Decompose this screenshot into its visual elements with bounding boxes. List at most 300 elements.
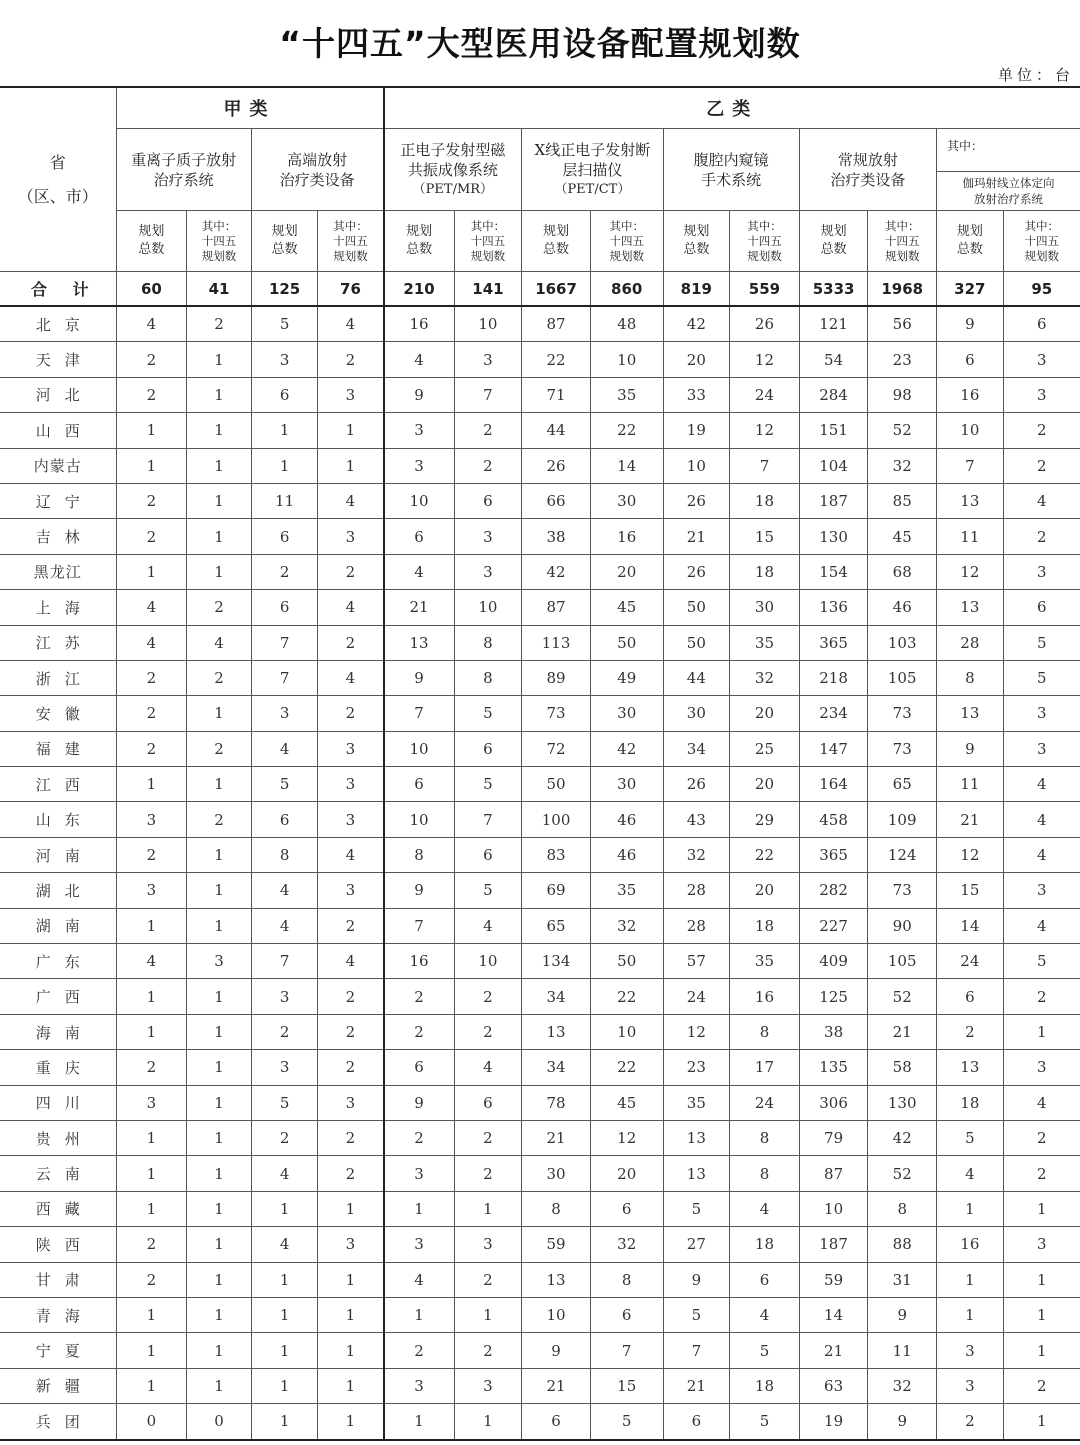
table-cell: 9 [937, 731, 1004, 766]
table-cell: 104 [799, 448, 868, 483]
province-name: 安徽 [0, 696, 116, 731]
gamma-line2: 放射治疗系统 [974, 192, 1044, 206]
table-cell: 16 [730, 979, 800, 1014]
table-cell: 1 [187, 837, 252, 872]
table-cell: 130 [799, 519, 868, 554]
table-cell: 6 [384, 519, 455, 554]
total-cell: 5333 [799, 272, 868, 307]
total-cell: 327 [937, 272, 1004, 307]
table-cell: 83 [522, 837, 591, 872]
table-cell: 135 [799, 1050, 868, 1085]
table-row [0, 413, 1080, 448]
table-cell: 3 [384, 1368, 455, 1403]
subheader-line: 总数 [406, 242, 433, 257]
table-cell: 49 [590, 660, 663, 695]
pet-ct-line3: （PET/CT） [554, 181, 631, 197]
table-cell: 34 [522, 1050, 591, 1085]
table-cell: 6 [251, 590, 318, 625]
table-cell: 26 [663, 554, 730, 589]
table-cell: 0 [187, 1404, 252, 1440]
table-cell: 3 [251, 696, 318, 731]
table-cell: 7 [590, 1333, 663, 1368]
table-cell: 21 [799, 1333, 868, 1368]
table-cell: 1 [187, 908, 252, 943]
table-cell: 5 [251, 767, 318, 802]
table-cell: 1 [937, 1262, 1004, 1297]
table-cell: 2 [187, 590, 252, 625]
table-cell: 1 [187, 1050, 252, 1085]
table-cell: 23 [868, 342, 937, 377]
table-cell: 20 [590, 1156, 663, 1191]
province-name: 江西 [0, 767, 116, 802]
pet-mr-line3: （PET/MR） [412, 181, 494, 197]
subheader-line: 十四五 [1024, 233, 1060, 248]
province-header [0, 87, 116, 272]
table-cell: 3 [116, 802, 187, 837]
table-cell: 18 [730, 1227, 800, 1262]
table-cell: 21 [384, 590, 455, 625]
table-cell: 72 [522, 731, 591, 766]
table-cell: 227 [799, 908, 868, 943]
table-cell: 4 [318, 837, 384, 872]
group-a-header: 甲类 [116, 87, 383, 129]
table-cell: 2 [116, 696, 187, 731]
table-cell: 4 [384, 554, 455, 589]
table-cell: 2 [454, 413, 522, 448]
table-cell: 59 [799, 1262, 868, 1297]
table-cell: 46 [868, 590, 937, 625]
laparoscopic-line1: 腹腔内窥镜 [693, 150, 769, 169]
table-cell: 20 [730, 767, 800, 802]
table-cell: 32 [868, 1368, 937, 1403]
table-cell: 14 [799, 1297, 868, 1332]
subheader-line: 总数 [271, 242, 298, 257]
table-cell: 1 [116, 767, 187, 802]
table-cell: 54 [799, 342, 868, 377]
table-cell: 1 [454, 1297, 522, 1332]
table-cell: 3 [318, 519, 384, 554]
table-cell: 4 [251, 1156, 318, 1191]
table-cell: 10 [799, 1191, 868, 1226]
table-cell: 7 [251, 625, 318, 660]
table-row [0, 1085, 1080, 1120]
gamma-line1: 伽玛射线立体定向 [962, 176, 1055, 190]
table-cell: 3 [384, 1227, 455, 1262]
table-cell: 2 [318, 554, 384, 589]
table-cell: 35 [663, 1085, 730, 1120]
table-cell: 8 [384, 837, 455, 872]
table-row [0, 1014, 1080, 1049]
province-name: 山东 [0, 802, 116, 837]
table-cell: 9 [384, 873, 455, 908]
table-cell: 2 [116, 1050, 187, 1085]
table-cell: 2 [454, 979, 522, 1014]
table-row [0, 696, 1080, 731]
table-cell: 1 [318, 1297, 384, 1332]
table-row [0, 767, 1080, 802]
table-row [0, 342, 1080, 377]
subheader-line: 十四五 [747, 233, 782, 248]
table-cell: 154 [799, 554, 868, 589]
table-cell: 13 [522, 1014, 591, 1049]
table-cell: 1 [1003, 1014, 1080, 1049]
subheader-line: 规划 [138, 224, 165, 239]
table-row [0, 1262, 1080, 1297]
table-row [0, 590, 1080, 625]
table-cell: 9 [522, 1333, 591, 1368]
subheader-planned-total [116, 211, 187, 272]
table-cell: 5 [454, 873, 522, 908]
table-cell: 0 [116, 1404, 187, 1440]
table-cell: 45 [868, 519, 937, 554]
table-cell: 1 [116, 1333, 187, 1368]
table-cell: 5 [1003, 660, 1080, 695]
table-row [0, 483, 1080, 518]
table-cell: 38 [522, 519, 591, 554]
table-cell: 21 [868, 1014, 937, 1049]
table-cell: 85 [868, 483, 937, 518]
table-cell: 109 [868, 802, 937, 837]
table-cell: 30 [590, 696, 663, 731]
table-cell: 88 [868, 1227, 937, 1262]
table-cell: 21 [937, 802, 1004, 837]
subheader-line: 规划 [543, 224, 570, 239]
table-cell: 32 [663, 837, 730, 872]
subheader-planned-total [799, 211, 868, 272]
table-cell: 2 [384, 1014, 455, 1049]
subheader-fourteenth-plan [1003, 211, 1080, 272]
table-cell: 28 [663, 908, 730, 943]
table-cell: 1 [187, 519, 252, 554]
table-cell: 6 [454, 1085, 522, 1120]
table-cell: 134 [522, 944, 591, 979]
table-cell: 59 [522, 1227, 591, 1262]
table-cell: 2 [318, 1156, 384, 1191]
table-cell: 1 [116, 1120, 187, 1155]
table-cell: 1 [251, 1191, 318, 1226]
table-cell: 2 [116, 519, 187, 554]
table-cell: 4 [1003, 767, 1080, 802]
subheader-line: 其中： [201, 218, 237, 233]
table-cell: 26 [663, 767, 730, 802]
table-cell: 24 [937, 944, 1004, 979]
table-cell: 18 [730, 483, 800, 518]
table-cell: 18 [730, 1368, 800, 1403]
table-cell: 3 [318, 873, 384, 908]
table-cell: 6 [384, 767, 455, 802]
province-name: 内蒙古 [0, 448, 116, 483]
total-cell: 1968 [868, 272, 937, 307]
table-cell: 11 [937, 767, 1004, 802]
table-cell: 9 [937, 306, 1004, 342]
table-cell: 2 [318, 342, 384, 377]
table-row [0, 731, 1080, 766]
table-cell: 13 [384, 625, 455, 660]
table-cell: 34 [522, 979, 591, 1014]
table-cell: 10 [454, 944, 522, 979]
table-cell: 113 [522, 625, 591, 660]
table-cell: 3 [318, 1227, 384, 1262]
table-cell: 68 [868, 554, 937, 589]
subheader-line: 规划 [406, 224, 433, 239]
table-cell: 1 [187, 1297, 252, 1332]
table-cell: 65 [522, 908, 591, 943]
table-cell: 3 [1003, 1227, 1080, 1262]
table-cell: 4 [116, 625, 187, 660]
total-cell: 76 [318, 272, 384, 307]
table-cell: 5 [663, 1297, 730, 1332]
allocation-table [0, 86, 1080, 1441]
table-cell: 18 [730, 908, 800, 943]
table-cell: 14 [937, 908, 1004, 943]
table-cell: 5 [590, 1404, 663, 1440]
table-cell: 9 [868, 1404, 937, 1440]
table-cell: 1 [116, 1368, 187, 1403]
table-cell: 3 [318, 802, 384, 837]
table-cell: 2 [116, 1262, 187, 1297]
total-cell: 559 [730, 272, 800, 307]
subheader-fourteenth-plan [730, 211, 800, 272]
table-cell: 32 [868, 448, 937, 483]
table-cell: 13 [663, 1156, 730, 1191]
table-cell: 2 [187, 306, 252, 342]
table-cell: 3 [1003, 873, 1080, 908]
conventional-header [799, 129, 936, 211]
table-cell: 4 [937, 1156, 1004, 1191]
table-cell: 2 [454, 1262, 522, 1297]
table-cell: 48 [590, 306, 663, 342]
table-cell: 1 [187, 448, 252, 483]
table-cell: 1 [454, 1191, 522, 1226]
table-cell: 1 [318, 1191, 384, 1226]
table-cell: 7 [251, 944, 318, 979]
subheader-line: 十四五 [609, 233, 644, 248]
table-cell: 1 [318, 1368, 384, 1403]
table-cell: 2 [116, 377, 187, 412]
table-cell: 7 [663, 1333, 730, 1368]
total-label: 合 计 [0, 272, 116, 307]
table-cell: 136 [799, 590, 868, 625]
table-cell: 1 [937, 1191, 1004, 1226]
table-cell: 1 [116, 448, 187, 483]
table-cell: 18 [730, 554, 800, 589]
subheader-planned-total [937, 211, 1004, 272]
table-cell: 29 [730, 802, 800, 837]
province-name: 陕西 [0, 1227, 116, 1262]
table-cell: 22 [590, 979, 663, 1014]
table-cell: 6 [590, 1191, 663, 1226]
table-cell: 1 [187, 483, 252, 518]
table-cell: 50 [590, 944, 663, 979]
table-cell: 1 [116, 413, 187, 448]
table-cell: 15 [730, 519, 800, 554]
table-cell: 20 [590, 554, 663, 589]
table-cell: 13 [663, 1120, 730, 1155]
table-cell: 1 [454, 1404, 522, 1440]
table-cell: 1 [187, 1014, 252, 1049]
table-cell: 6 [937, 342, 1004, 377]
table-cell: 32 [590, 1227, 663, 1262]
table-cell: 13 [937, 1050, 1004, 1085]
province-name: 重庆 [0, 1050, 116, 1085]
total-cell: 210 [384, 272, 455, 307]
table-cell: 105 [868, 944, 937, 979]
subheader-fourteenth-plan [454, 211, 522, 272]
subheader-line: 规划数 [747, 248, 782, 263]
table-cell: 10 [590, 342, 663, 377]
table-row [0, 1227, 1080, 1262]
table-cell: 13 [937, 590, 1004, 625]
table-cell: 52 [868, 1156, 937, 1191]
table-cell: 409 [799, 944, 868, 979]
table-cell: 13 [937, 483, 1004, 518]
table-cell: 2 [937, 1014, 1004, 1049]
total-cell: 141 [454, 272, 522, 307]
subheader-line: 其中： [884, 218, 920, 233]
table-cell: 1 [187, 1120, 252, 1155]
table-cell: 3 [1003, 1050, 1080, 1085]
province-name: 西藏 [0, 1191, 116, 1226]
table-row [0, 837, 1080, 872]
table-cell: 6 [937, 979, 1004, 1014]
table-cell: 3 [454, 554, 522, 589]
table-cell: 3 [318, 1085, 384, 1120]
table-row [0, 873, 1080, 908]
table-cell: 46 [590, 837, 663, 872]
province-name: 河北 [0, 377, 116, 412]
table-cell: 30 [590, 483, 663, 518]
table-cell: 4 [1003, 908, 1080, 943]
table-cell: 22 [590, 1050, 663, 1085]
table-cell: 3 [454, 519, 522, 554]
table-cell: 2 [116, 342, 187, 377]
table-cell: 12 [937, 554, 1004, 589]
table-cell: 19 [663, 413, 730, 448]
table-cell: 2 [1003, 413, 1080, 448]
table-cell: 2 [116, 837, 187, 872]
table-cell: 13 [937, 696, 1004, 731]
subheader-line: 其中： [747, 218, 782, 233]
table-cell: 2 [116, 731, 187, 766]
province-name: 江苏 [0, 625, 116, 660]
table-cell: 2 [318, 979, 384, 1014]
heavy-ion-line2: 治疗系统 [153, 170, 214, 189]
table-cell: 2 [187, 660, 252, 695]
table-cell: 2 [318, 1014, 384, 1049]
table-cell: 1 [1003, 1297, 1080, 1332]
total-row [0, 272, 1080, 307]
high-end-header [251, 129, 383, 211]
table-cell: 90 [868, 908, 937, 943]
table-cell: 3 [318, 767, 384, 802]
table-cell: 1 [116, 1014, 187, 1049]
table-cell: 1 [251, 1262, 318, 1297]
table-cell: 10 [384, 731, 455, 766]
table-cell: 5 [730, 1404, 800, 1440]
table-row [0, 625, 1080, 660]
table-cell: 22 [590, 413, 663, 448]
table-cell: 26 [522, 448, 591, 483]
table-cell: 28 [663, 873, 730, 908]
table-cell: 9 [663, 1262, 730, 1297]
table-cell: 4 [730, 1191, 800, 1226]
table-cell: 306 [799, 1085, 868, 1120]
table-cell: 1 [116, 1297, 187, 1332]
table-cell: 7 [384, 696, 455, 731]
table-cell: 30 [590, 767, 663, 802]
table-cell: 2 [187, 731, 252, 766]
table-row [0, 1191, 1080, 1226]
table-cell: 21 [522, 1368, 591, 1403]
table-cell: 4 [116, 306, 187, 342]
table-cell: 87 [522, 590, 591, 625]
table-cell: 73 [522, 696, 591, 731]
table-cell: 78 [522, 1085, 591, 1120]
table-cell: 4 [251, 731, 318, 766]
table-cell: 3 [1003, 696, 1080, 731]
conventional-line1: 常规放射 [837, 150, 898, 169]
of-which-header: 其中： [937, 129, 1080, 172]
table-cell: 20 [730, 873, 800, 908]
table-cell: 6 [251, 519, 318, 554]
subheader-line: 规划数 [609, 248, 644, 263]
subheader-planned-total [251, 211, 318, 272]
pet-mr-header [384, 129, 522, 211]
table-cell: 1 [187, 1085, 252, 1120]
table-cell: 3 [384, 1156, 455, 1191]
table-cell: 164 [799, 767, 868, 802]
table-cell: 1 [187, 873, 252, 908]
subheader-line: 其中： [470, 218, 506, 233]
table-cell: 8 [454, 625, 522, 660]
subheader-line: 总数 [543, 242, 570, 257]
table-cell: 35 [590, 873, 663, 908]
subheader-row [0, 211, 1080, 272]
total-cell: 125 [251, 272, 318, 307]
table-cell: 1 [187, 1156, 252, 1191]
subheader-line: 其中： [609, 218, 644, 233]
table-cell: 46 [590, 802, 663, 837]
table-cell: 151 [799, 413, 868, 448]
pet-ct-line1: X线正电子发射断 [534, 140, 651, 159]
table-cell: 130 [868, 1085, 937, 1120]
province-name: 辽宁 [0, 483, 116, 518]
table-cell: 6 [663, 1404, 730, 1440]
table-cell: 79 [799, 1120, 868, 1155]
subheader-line: 总数 [956, 242, 983, 257]
table-cell: 73 [868, 696, 937, 731]
table-cell: 1 [937, 1297, 1004, 1332]
table-cell: 50 [522, 767, 591, 802]
table-cell: 4 [318, 590, 384, 625]
table-cell: 4 [384, 342, 455, 377]
table-cell: 6 [1003, 306, 1080, 342]
table-cell: 3 [251, 1050, 318, 1085]
table-cell: 3 [251, 342, 318, 377]
province-name: 上海 [0, 590, 116, 625]
table-cell: 1 [187, 1368, 252, 1403]
table-cell: 2 [937, 1404, 1004, 1440]
table-cell: 9 [384, 660, 455, 695]
province-header-line1: 省 [49, 152, 66, 172]
table-cell: 73 [868, 873, 937, 908]
table-cell: 19 [799, 1404, 868, 1440]
table-cell: 5 [454, 696, 522, 731]
table-cell: 44 [522, 413, 591, 448]
province-name: 浙江 [0, 660, 116, 695]
table-cell: 2 [251, 554, 318, 589]
table-cell: 42 [590, 731, 663, 766]
